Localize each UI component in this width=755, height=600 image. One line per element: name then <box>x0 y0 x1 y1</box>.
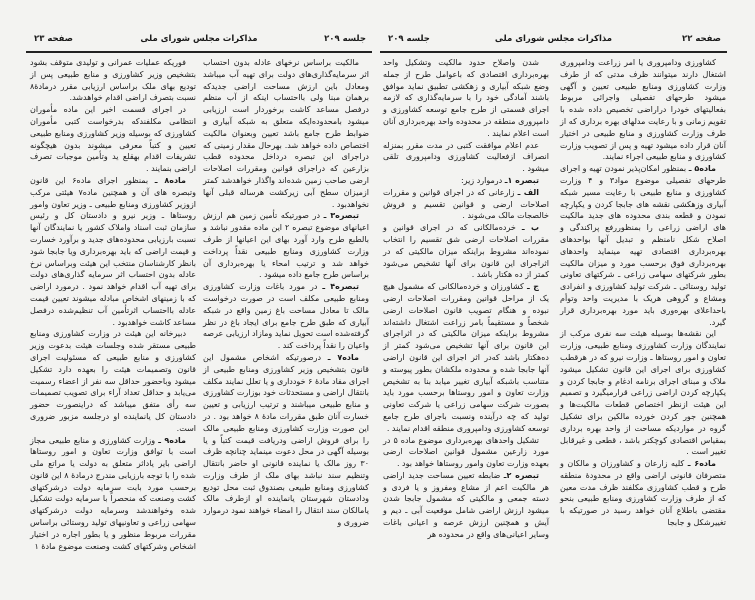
paragraph-text: فوریکه عملیات عمرانی و تولیدی متوقف بشود بتشخیص وزیر کشاورزی و منابع طبیعی پس از تودیع بهای ملک براساس ارزیابی مقرر درمادهٔ۸ نسبت بتصرف اراضی اقدام خواهدشد. <box>30 58 196 103</box>
article-heading: ب ـ <box>521 223 540 233</box>
paragraph <box>383 281 549 434</box>
article-heading: تبصره۳ ـ <box>323 211 360 221</box>
paragraph <box>383 175 549 187</box>
paragraph <box>383 435 549 470</box>
article-heading: ماده۵ ـ <box>688 164 717 174</box>
paragraph-text: زارعانی که در اجرای قوانین و مقررات اصلاحات ارضی و قوانین تقسیم و فروش خالصجات مالک می‌شوند . <box>383 187 549 221</box>
paragraph-text: این نقشه‌ها بوسیله هیئت سه نفری مرکب از نمایندگان وزارت کشاورزی ومنابع طبیعی، وزارت تعاون و امور روستاها ـ وزارت نیرو که در هرقطب کشاورزی برای اجرای این قانون تشکیل میشود ملاک و مبنای اجرای برنامه ادغام و جابجا کردن و یکپارچه کردن اراضی زراعی قرارمیگیرد و تصمیم این هیئت ازنظر اختصاص قطعات مالکیت‌ها و همچنین جور کردن خورده مالکین برای تشکیل گروه در مواردیکه مساحت از واحد بهره برداری بمقیاس اقتصادی کوچکتر باشد ، قطعی و غیرقابل تغییر است . <box>560 329 726 457</box>
paragraph-text: در صورتیکه تأمین زمین هم ارزش اعیانهای موضوع تبصره ۲ این ماده مقدور نباشد و بالطبع طرح وارد آورد بهای این اعیانها از طرف وزارت کشاورزی ومنابع طبیعی نقداً پرداخت خواهد شد و ترتیب امحاء یا بهره‌برداری آن براساس طرح جامع داده میشود . <box>203 211 369 280</box>
paragraph-text: عدم اعلام موافقت کتبی در مدت مقرر بمنزله انصراف ازفعالیت کشاورزی ودامپروری تلقی میشود . <box>383 140 549 174</box>
paragraph <box>30 175 196 328</box>
session-number: جلسه ۲۰۹ <box>388 34 430 44</box>
page-header <box>380 34 727 48</box>
paragraph <box>203 352 369 529</box>
paragraph <box>560 57 726 163</box>
paragraph <box>383 187 549 222</box>
paragraph <box>30 328 196 434</box>
paragraph <box>383 470 549 541</box>
paragraph-text: مالکیت براساس نرخهای عادله بدون احتساب اثر سرمایه‌گذاری‌های دولت برای تهیه آب میباشد ومعادل باین ارزش مساحت اراضی جدیدکه برهمان مبنا ولی بااحتساب اینکه از آب منظم درفصل مساعد کاشت برخوردار است ارزیابی میشود بامحدوده‌ایکه متعلق به شبکه آبیاری و ضوابط طرح جامع باشد تعیین وبعنوان مالکیت اختصاص داده خواهد شد. بهرحال مقدار زمینی که دراجرای این تبصره درداخل محدوده قطب بزارعین که دراجرای قوانین ومقررات اصلاحات ارضی صاحب زمین شده‌اند واگذار خواهدشد کمتر ازمیزان سطح آبی زیرکشت هرساله قبلی آنها نخواهدبود . <box>203 58 369 209</box>
article-heading: ماده۷ ـ <box>327 352 359 362</box>
paragraph-text: شدن واصلاح حدود مالکیت وتشکیل واحد بهره‌برداری اقتصادی که باعوامل طرح از جمله وضع شبکه آبیاری و زهکشی تطبیق نماید موافق باشند آمادگی خود را با سرمایه‌گذاری که لازمه اجرای قسمتی از طرح جامع توسعه کشاورزی و دامپروری منطقه در محدوده واحد بهره‌برداری آنان است اعلام نمایند . <box>383 58 549 138</box>
text-column <box>560 57 726 529</box>
page-number: صفحه ۲۳ <box>34 34 73 44</box>
paragraph <box>383 57 549 140</box>
paragraph-text: در مورد باغات وزارت کشاورزی ومنابع طبیعی مکلف است در صورت درخواست مالک تا معادل مساحت باغ زمین واقع در شبکه آبیاری که طبق طرح جامع برای ایجاد باغ در نظر گرفته‌شده است تحویل نماید ومازاد ارزیابی عرصه واعیان را نقداً پرداخت کند . <box>203 282 369 351</box>
paragraph-text: درموارد زیر: <box>460 175 503 185</box>
header-rule <box>380 51 727 53</box>
paragraph <box>383 140 549 175</box>
paragraph-text: خرده‌مالکانی که در اجرای قوانین و مقررات اصلاحات ارضی شق تقسیم را انتخاب نموده‌اند مشروط براینکه میزان مالکیتی که در اثراجرای این قانون برای آنها تشخیص می‌شود کمتر از ده هکتار باشد . <box>383 223 549 280</box>
page-header <box>26 34 372 48</box>
article-heading: ج ـ <box>527 282 539 292</box>
article-heading: تبصره ۱ـ <box>504 175 539 185</box>
page-number: صفحه ۲۲ <box>682 34 721 44</box>
paragraph <box>383 222 549 281</box>
paragraph-text: کلیه زارعان و کشاورزان و مالکان و متصرفان قانونی اراضی واقع در محدودهٔ منطقه طرح و قطب کشاورزی مکلفند ظرف مدت معین که از طرف وزارت کشاورزی ومنابع طبیعی بنحو مقتضی باطلاع آنان خواهد رسید در صورتیکه با تغییرشکل و جابجا <box>560 459 726 528</box>
paragraph-text: درصورتیکه اشخاص مشمول این قانون بتشخیص وزیر کشاورزی ومنابع طبیعی از اجرای مفاد مادهٔ ۶ خودداری و یا تعلل نمایند مکلف بانتقال اراضی و مستحدثات خود بوزارت کشاورزی و منابع طبیعی میباشند و ترتیب ارزیابی و تعیین خسارت آنان طبق مقررات مادهٔ ۸ خواهد بود . در این صورت وزارت کشاورزی ومنابع طبیعی مالک را برای فروش اراضی ودریافت قیمت کتباً و یا بوسیله آگهی در محل دعوت مینماید چنانچه ظرف ۳۰ روز مالک یا نماینده قانونی او حاضر بانتقال وتنظیم سند نباشد بهای ملک از طرف وزارت کشاورزی ومنابع طبیعی بصندوق ثبت محل تودیع ودادستان شهرستان یانماینده او ازطرف مالک یامالکان سند انتقال را امضاء خواهند نمود درموارد ضروری و <box>203 352 370 528</box>
paragraph-text: وزارت کشاورزی و منابع طبیعی مجاز است با توافق وزارت تعاون و امور روستاها اراضی بایر یاداثر متعلق به دولت یا مراتع ملی شده را با توجه بارزیابی مندرج درمادهٔ ۸ این قانون برحسب مورد بابت سرمایه دولت درشرکتهای کشت وصنعت که منحصراً با سرمایه دولت تشکیل شده وخواهندشد وسرمایه دولت درشرکتهای سهامی زراعی و تعاونیهای تولید روستائی براساس مقررات مربوط منظور و یا بطور اجاره در اختیار اشخاص وشرکتهای کشت وصنعت موضوع مادهٔ ۱ <box>30 435 196 551</box>
paragraph-text: بمنظور اجرای ماده۶ این قانون وتبصره های آن و همچنین ماده۷ هیئتی مرکب ازوزیر کشاورزی ومنابع طبیعی ـ وزیر تعاون وامور روستاها ـ وزیر نیرو و دادستان کل و رئیس سازمان ثبت اسناد واملاک کشور یا نمایندگان آنها نسبت بارزیابی محدوده‌های جدید و برآورد خسارت و قیمت اراضی که باید بهره‌برداری ویا جابجا شود بانظر کارشناسان منتخب این هیئت وبراساس نرخ عادله بدون احتساب اثر سرمایه گذاری‌های دولت برای تهیه آب اقدام خواهد نمود . درمورد اراضی که با زمینهای اشخاص مبادله میشوند تعیین قیمت عادله بااحتساب اثرتأمین آب تنظیم‌شده درفصل مساعد کاشت خواهدبود . <box>30 175 197 327</box>
paragraph-text: در اجرای قسمت اخیر این ماده مأموران انتظامی مکلفندکه بدرخواست کتبی مأموران کشاورزی که بوسیله وزیر کشاورزی ومنابع طبیعی تعیین و کتباً معرفی میشوند بدون هیچگونه تشریفات اقدام بهقلع ید وتأمین موجبات تصرف اراضی بنمایند . <box>30 105 196 174</box>
article-heading: ماده۹ ـ <box>158 435 187 445</box>
paragraph-text: دبیرخانه این هیئت در وزارت کشاورزی ومنابع طبیعی مستقر شده وجلسات هیئت بدعوت وزیر کشاورزی و منابع طبیعی که مسئولیت اجرای قانون وتصمیمات هیئت را بعهده دارد تشکیل میشود وباحضور حداقل سه نفر از اعضاء رسمیت می‌یابد و حداقل تعداد آراء برای تصویب تصمیمات سه رأی متفق میباشد که دراینصورت حضور دادستان کل یانماینده او درجلسه مزبور ضروری است. <box>30 329 196 433</box>
paragraph-text: کشاورزان و خرده‌مالکانی که مشمول هیچ یک از مراحل قوانین ومقررات اصلاحات ارضی نبوده و هنگام تصویب قانون اصلاحات ارضی شخصاً و مستقیماً بامر زراعت اشتغال داشته‌اند مشروط براینکه میزان مالکیتی که در اثراجرای این قانون برای آنها تشخیص می‌شود کمتر از ده‌هکتار باشد که‌در اثر اجرای این قانون اراضی آنها جابجا شده و محدوده ملکشان بطور پیوسته و متناسب باشبکه آبیاری تغییر میابد بنا به تشخیص وزارت تعاون و امور روستاها برحسب مورد باید بصورت شرکت سهامی زراعی یا شرکت تعاونی تولید که چه درآینده ونسبت باجرای طرح جامع توسعه کشاورزی ودامپروری منطقه اقدام نمایند . <box>383 282 549 433</box>
article-heading: ماده۸ ـ <box>154 175 187 185</box>
header-rule <box>26 51 372 53</box>
paragraph <box>203 57 369 210</box>
paragraph-text: بمنظور امکان‌پذیر نمودن تهیه و اجرای طرحهای تفصیلی موضوع مواد۳ و ۴ وزارت کشاورزی و منابع طبیعی با رعایت مسیر شبکه آبیاری وزهکشی نقشه های جابجا کردن و یکپارچه نمودن و قطعه بندی محدوده های جدید مالکیت های اراضی زراعی را بمنظوررفع پراکندگی و اصلاح شکل نامنظم و تبدیل آنها بواحدهای بهره‌برداری اقتصادی تهیه مینماید واحدهای بهره‌برداری فوق برحسب مورد و میزان مالکیت بطور شرکتهای سهامی زراعی ـ شرکتهای تعاونی تولید روستائی ـ شرکت تولید کشاورزی و انفرادی ومشاع و گروهی هریک با مدیریت واحد وتوأم باحداعلای بهره‌وری باید مورد بهره‌برداری قرار گیرد. <box>560 164 726 327</box>
paragraph <box>30 57 196 104</box>
paragraph <box>30 435 196 553</box>
paragraph <box>30 104 196 175</box>
article-heading: تبصره۴ ـ <box>322 282 359 292</box>
publication-title: مذاکرات مجلس شورای ملی <box>494 34 613 44</box>
publication-title: مذاکرات مجلس شورای ملی <box>140 34 258 44</box>
paragraph <box>203 210 369 281</box>
paragraph <box>560 163 726 328</box>
paragraph-text: کشاورزی ودامپروری یا امر زراعت ودامپروری اشتغال دارند میتوانند ظرف مدتی که از طرف وزارت کشاورزی ومنابع طبیعی تعیین و آگهی میشود طرحهای تفصیلی واجرائی مربوط بفعالیتهای خودرا دراراضی تخصیص داده شده با تقویم زمانی و با رعایت مدلهای بهره برداری که از طرف وزارت کشاورزی و منابع طبیعی در اختیار آنان قرار داده میشود تهیه و پس از تصویب وزارت کشاورزی و منابع طبیعی اجراء نمایند. <box>560 58 726 162</box>
session-number: جلسه ۲۰۹ <box>324 34 366 44</box>
article-heading: تبصره ۲ـ <box>503 470 540 480</box>
article-heading: الف ـ <box>517 187 539 197</box>
paragraph <box>203 281 369 352</box>
paragraph <box>560 458 726 529</box>
paragraph <box>560 328 726 458</box>
text-column <box>203 57 369 529</box>
text-column <box>383 57 549 541</box>
article-heading: ماده۶ ـ <box>687 459 716 469</box>
paragraph-text: تشکیل واحدهای بهره‌برداری موضوع ماده ۵ در مورد زارعین مشمول قوانین اصلاحات ارضی بعهده وزارت تعاون وامور روستاها خواهد بود . <box>383 435 549 469</box>
text-column <box>30 57 196 552</box>
paragraph-text: ضابطه تعیین مساحت جدید اراضی هر مالکیت اعم از مشاع ومفروز و یا فردی و دسته جمعی و مالکیتی که مشمول جابجا شدن میشود ارزش اراضی شامل موقعیت آبی ـ دیم و آیش و همچنین ارزش عرصه و اعیانی باغات وسایر اعیانی‌های واقع در محدوده هر <box>383 470 549 539</box>
